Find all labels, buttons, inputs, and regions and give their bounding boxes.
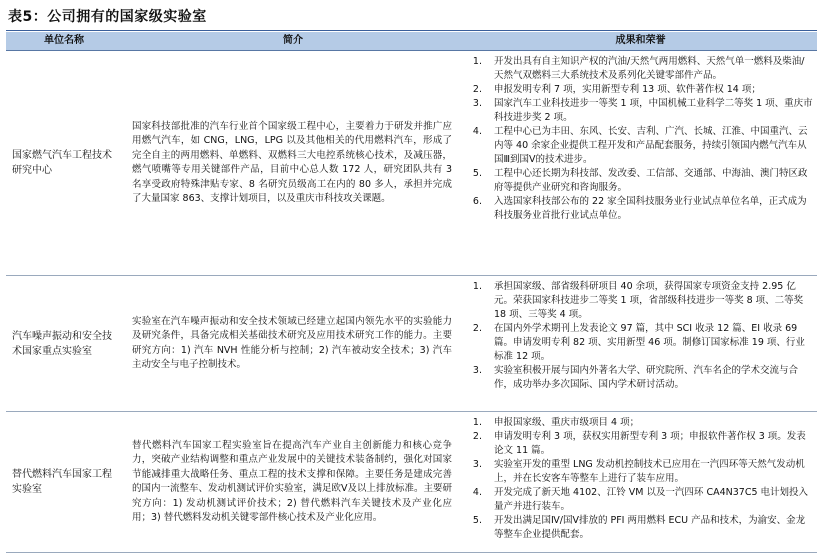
list-item: 6. 入选国家科技部公布的 22 家全国科技服务业行业试点单位名单，正式成为科技服务业首批行业试点单位。 [472,196,807,221]
achievements-cell [464,412,817,552]
list-item: 2. 在国内外学术期刊上发表论文 97 篇，其中 SCI 收录 12 篇、EI 收录 69 篇。申请发明专利 82 项、实用新型 46 项。制修订国家标准 19 项、行业标准 12 项。 [472,323,805,362]
intro-cell: 实验室在汽车噪声振动和安全技术领域已经建立起国内领先水平的实验能力及研究条件，具备完成相关基础技术研究及应用技术研究工作的能力。主要研究方向：1) 汽车 NVH 性能分析与控制；2) 汽车被动安全技术；3) 汽车主动安全与电子控制技术。 [132,315,452,370]
list-item: 2. 申请发明专利 3 项，获权实用新型专利 3 项；申报软件著作权 3 项。发表论文 11 篇。 [472,431,806,456]
intro-cell: 替代燃料汽车国家工程实验室旨在提高汽车产业自主创新能力和核心竞争力，突破产业结构调整和重点产业发展中的关键技术装备制约，强化对国家节能减排重大战略任务、重点工程的技术支撑和保障。主要任务是建成完善的国内一流整车、发动机测试评价实验室，满足欧Ⅴ及以上排放标准。主要研究方向：1) 发动机测试评价技术；2) 替代燃料汽车关键技术及产业化应用；3) 替代燃料发动机关键零部件核心技术及产业化应用。 [132,439,452,523]
list-item: 1. 开发出具有自主知识产权的汽油/天然气两用燃料、天然气单一燃料及柴油/天然气双燃料三大系统技术及系列化关键零部件产品。 [472,56,805,81]
list-item: 4. 开发完成了新天地 4102、江铃 VM 以及一汽四环 CA4N37C5 电计划投入量产并进行装车。 [472,487,809,512]
list-item: 5. 工程中心还长期为科技部、发改委、工信部、交通部、中海油、澳门特区政府等提供产业研究和咨询服务。 [472,168,808,193]
table-row [6,51,817,276]
header-intro: 简介 [283,35,303,46]
list-item: 4. 工程中心已为丰田、东风、长安、吉利、广汽、长城、江淮、中国重汽、云内等 40 余家企业提供工程开发和产品配套服务，持续引领国内燃气汽车从国Ⅲ到国Ⅴ的技术进步。 [472,126,808,165]
table-title: 表5：公司拥有的国家级实验室 [8,9,207,25]
unit-name-cell: 国家燃气汽车工程技术研究中心 [12,150,112,176]
labs-table [6,32,817,553]
list-item: 3. 实验室开发的重型 LNG 发动机控制技术已应用在一汽四环等天然气发动机上，并在长安客车等整车上进行了装车应用。 [472,459,805,484]
list-item: 3. 实验室积极开展与国内外著名大学、研究院所、汽车名企的学术交流与合作，成功举办多次国际、国内学术研讨活动。 [472,365,799,390]
list-item: 1. 承担国家级、部省级科研项目 40 余项，获得国家专项资金支持 2.95 亿元。荣获国家科技进步二等奖 1 项，省部级科技进步一等奖 8 项、二等奖 18 项、三等奖 4 项。 [472,281,804,320]
list-item: 3. 国家汽车工业科技进步一等奖 1 项，中国机械工业科学二等奖 1 项、重庆市科技进步奖 2 项。 [472,98,813,123]
title-divider [6,30,817,31]
list-item: 2. 申报发明专利 7 项，实用新型专利 13 项、软件著作权 14 项； [472,84,761,95]
achievements-cell [464,276,817,411]
list-item: 1. 申报国家级、重庆市级项目 4 项； [472,417,640,428]
list-item: 5. 开发出满足国Ⅳ/国Ⅴ排放的 PFI 两用燃料 ECU 产品和技术，为渝安、金龙等整车企业提供配套。 [472,515,806,540]
intro-cell: 国家科技部批准的汽车行业首个国家级工程中心，主要着力于研发并推广应用燃气汽车，如 CNG，LNG，LPG 以及其他相关的代用燃料汽车，形成了完全自主的两用燃料、单燃料、双燃料三大电控系统核心技术，及减压器，燃气喷嘴等专用关键部件产品，目前中心总人数 172 人，研究团队共有 3 名享受政府特殊津贴专家、8 名研究员级高工在内的 80 多人，承担并完成了大量国家 863、支撑计划项目，以及重庆市科技攻关课题。 [132,120,452,204]
table-header [6,32,817,51]
table-row [6,412,817,553]
table-row [6,276,817,412]
unit-name-cell: 汽车噪声振动和安全技术国家重点实验室 [12,330,112,357]
header-achievements: 成果和荣誉 [615,35,666,46]
achievements-list [464,55,813,223]
unit-name-cell: 替代燃料汽车国家工程实验室 [12,469,112,495]
achievements-list [464,280,813,392]
achievements-cell [464,51,817,275]
header-unit-name: 单位名称 [44,35,84,46]
achievements-list [464,416,813,542]
